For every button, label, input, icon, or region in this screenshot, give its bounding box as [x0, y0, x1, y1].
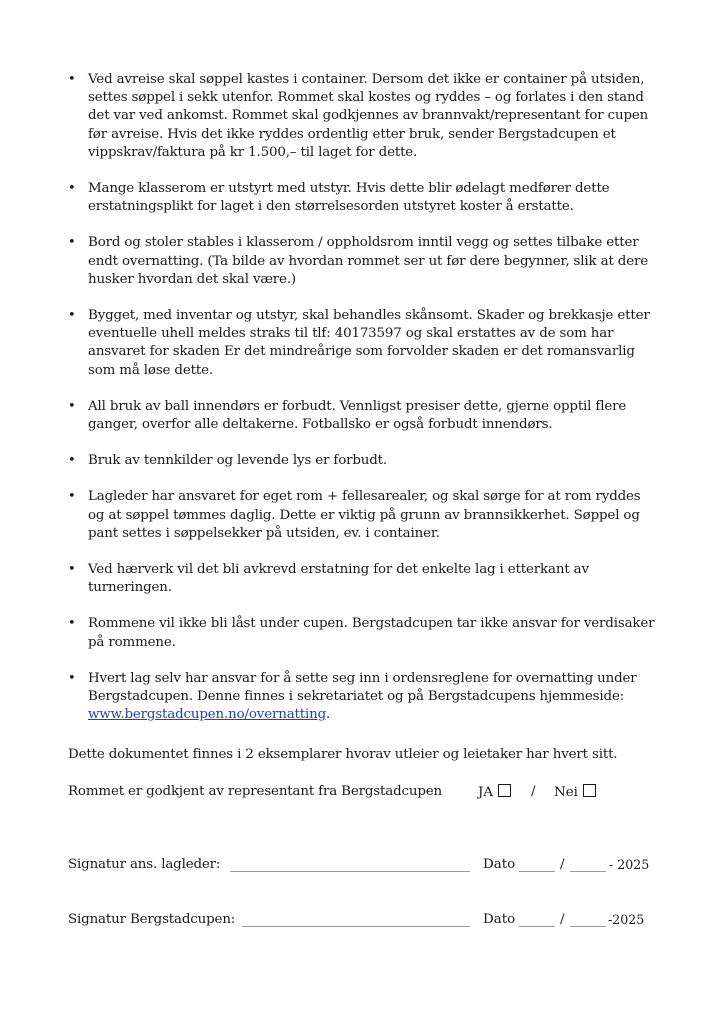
rule-text: Bruk av tennkilder og levende lys er forbudt. — [88, 453, 388, 469]
rule-item — [68, 71, 658, 162]
rule-item — [68, 307, 658, 380]
rule-text: Hvert lag selv har ansvar for å sette seg inn i ordensreglene for overnatting under Bergstadcupen. Denne finnes i sekretariatet og på Bergstadcupens hjemmeside: — [88, 670, 637, 705]
overnatting-link[interactable]: www.bergstadcupen.no/overnatting — [88, 707, 327, 723]
rule-text: All bruk av ball innendørs er forbudt. Vennligst presiser dette, gjerne opptil flere ganger, overfor alle deltakerne. Fotballsko er også forbudt innendørs. — [88, 398, 627, 433]
no-option — [554, 784, 596, 800]
rule-text: Rommene vil ikke bli låst under cupen. Bergstadcupen tar ikke ansvar for verdisaker på rommene. — [88, 616, 655, 650]
no-label: Nei — [554, 785, 578, 800]
rule-text: Lagleder har ansvaret for eget rom + fellesarealer, og skal sørge for at rom ryddes og at søppel tømmes daglig. Dette er viktig på grunn av brannsikkerhet. Søppel og pant settes i søppelsekker på utsiden, ev. i container. — [88, 489, 641, 541]
approval-row — [68, 784, 668, 804]
date-year: - 2025 — [609, 857, 650, 872]
approval-label: Rommet er godkjent av representant fra Bergstadcupen — [68, 784, 443, 799]
bullet-icon: • — [68, 453, 76, 469]
signature-line[interactable] — [230, 871, 470, 872]
date-month-line[interactable] — [570, 926, 606, 927]
signature-label: Signatur ans. lagleder: — [68, 857, 221, 872]
rule-item — [68, 398, 658, 434]
rule-item — [68, 615, 658, 651]
date-day-line[interactable] — [519, 926, 555, 927]
rule-item — [68, 670, 658, 725]
rule-text: Bord og stoler stables i klasserom / oppholdsrom inntil vegg og settes tilbake etter endt overnatting. (Ta bilde av hvordan rommet ser ut før dere begynner, slik at dere husker hvordan det skal være.) — [88, 235, 648, 287]
yes-option — [478, 784, 511, 800]
bullet-icon: • — [68, 562, 76, 578]
rule-item — [68, 452, 658, 470]
bullet-icon: • — [68, 308, 76, 324]
rule-text: Ved hærverk vil det bli avkrevd erstatning for det enkelte lag i etterkant av turneringen. — [88, 562, 589, 596]
date-day-line[interactable] — [519, 871, 555, 872]
signature-label: Signatur Bergstadcupen: — [68, 912, 236, 927]
bullet-icon: • — [68, 489, 76, 505]
bullet-icon: • — [68, 181, 76, 197]
no-checkbox[interactable] — [583, 784, 596, 797]
rule-item — [68, 488, 658, 543]
yes-checkbox[interactable] — [498, 784, 511, 797]
date-label: Dato — [483, 857, 516, 872]
date-separator: / — [560, 912, 565, 927]
date-year: -2025 — [608, 912, 645, 927]
bullet-icon: • — [68, 235, 76, 251]
signature-row-lagleder — [68, 857, 658, 879]
copies-note: Dette dokumentet finnes i 2 eksemplarer hvorav utleier og leietaker har hvert sitt. — [68, 747, 618, 762]
rule-text-end: . — [326, 707, 331, 723]
bullet-icon: • — [68, 398, 76, 414]
rule-text: Bygget, med inventar og utstyr, skal behandles skånsomt. Skader og brekkasje etter eventuelle uhell meldes straks til tlf: 40173597 og skal erstattes av de som har ansvaret for skaden Er det mindreårige som forvolder skaden er det romansvarlig som må løse dette. — [88, 308, 650, 378]
date-separator: / — [560, 857, 565, 872]
signature-row-bergstadcupen — [68, 912, 658, 934]
bullet-icon: • — [68, 72, 76, 87]
bullet-icon: • — [68, 616, 76, 632]
date-month-line[interactable] — [570, 871, 606, 872]
rule-item — [68, 234, 658, 289]
signature-line[interactable] — [242, 926, 470, 927]
date-label: Dato — [483, 912, 516, 927]
bullet-icon: • — [68, 670, 76, 686]
yes-label: JA — [478, 785, 494, 800]
rule-item — [68, 561, 658, 597]
option-separator: / — [531, 784, 536, 799]
rule-item — [68, 180, 658, 216]
rules-list — [68, 71, 658, 742]
rule-text: Ved avreise skal søppel kastes i container. Dersom det ikke er container på utsiden, settes søppel i sekk utenfor. Rommet skal kostes og ryddes – og forlates i den stand det var ved ankomst. Rommet skal godkjennes av brannvakt/representant for cupen før avreise. Hvis det ikke ryddes ordentlig etter bruk, sender Bergstadcupen et vippskrav/faktura på kr 1.500,– til laget for dette. — [88, 72, 649, 160]
rule-text: Mange klasserom er utstyrt med utstyr. Hvis dette blir ødelagt medfører dette erstatningsplikt for laget i den størrelsesorden utstyret koster å erstatte. — [88, 181, 610, 215]
